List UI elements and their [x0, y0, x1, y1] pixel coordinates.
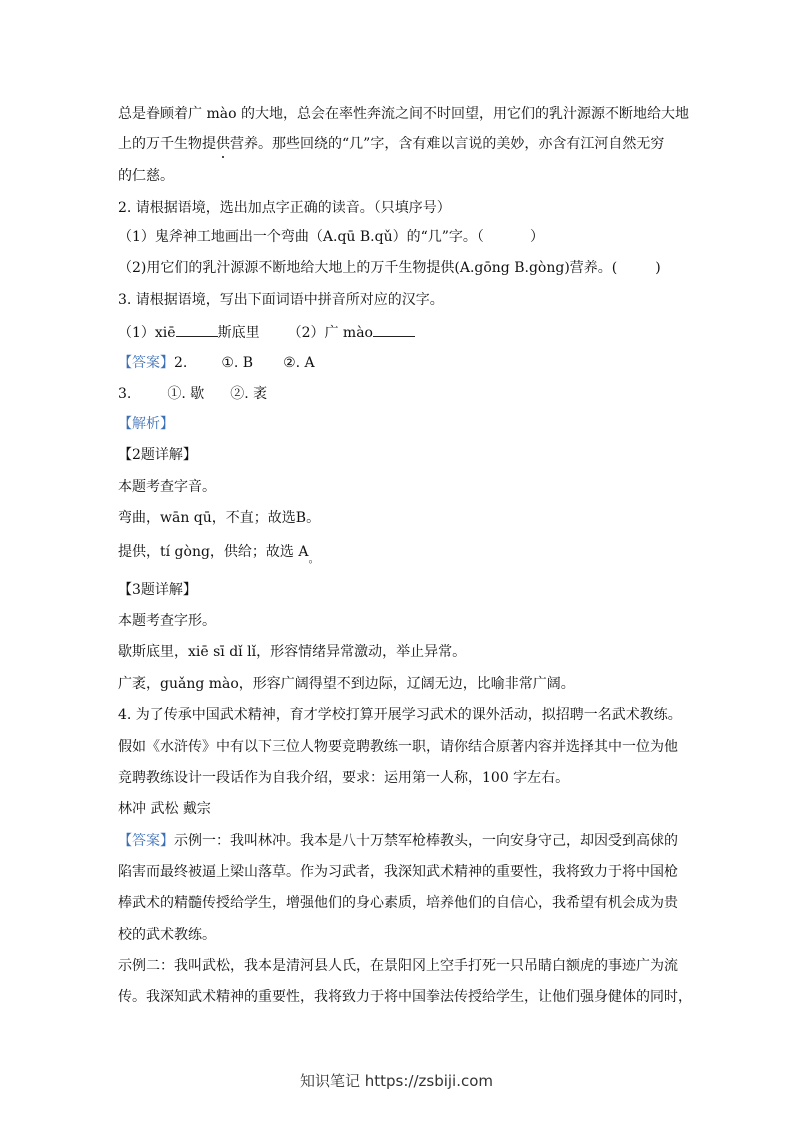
answer-line	[118, 384, 267, 404]
text-span: （2)用它们的乳汁源源不断地给大地上的万千生物提供(A.gōng B.gòng)营养。(	[118, 260, 618, 276]
question-2: 2. 请根据语境，选出加点字正确的读音。（只填序号）	[118, 200, 451, 216]
text-span: 提供，tí gòng，供给；故选 A	[118, 544, 309, 560]
text-line: 总是眷顾着广 mào 的大地，总会在率性奔流之间不时回望，用它们的乳汁源源不断地给大地	[118, 106, 689, 122]
text-span: ）	[529, 229, 544, 245]
question-3: 3. 请根据语境，写出下面词语中拼音所对应的汉字。	[118, 292, 444, 308]
answer-blank	[373, 322, 415, 337]
text-span: 斯底里	[217, 325, 260, 341]
text-line: 示例二：我叫武松，我本是清河县人氏，在景阳冈上空手打死一只吊睛白额虎的事迹广为流	[118, 958, 678, 974]
question-2-1	[118, 227, 544, 247]
question-3-items	[118, 322, 415, 343]
answer-line	[118, 353, 315, 373]
text-line: 传。我深知武术精神的重要性，我将致力于将中国拳法传授给学生，让他们强身健体的同时，	[118, 989, 692, 1005]
text-span: （2）广 mào	[287, 325, 373, 341]
text-line	[118, 134, 664, 154]
text-line: 歇斯底里，xiē sī dǐ lǐ，形容情绪异常激动，举止异常。	[118, 644, 467, 660]
text-line: 校的武术教练。	[118, 927, 216, 943]
answer-tag: 【答案】	[118, 355, 174, 371]
text-line: 棒武术的精髓传授给学生，增强他们的身心素质，培养他们的自信心，我希望有机会成为贵	[118, 895, 678, 911]
text-line	[118, 542, 319, 563]
text-span: 营养。那些回绕的“几”字，含有难以言说的美妙，亦含有江河自然无穷	[230, 136, 665, 152]
text-span: 。	[308, 552, 320, 565]
question-2-2	[118, 258, 661, 278]
answer-blank	[176, 322, 218, 337]
text-line: 本题考查字音。	[118, 479, 216, 495]
text-span: ②. A	[283, 355, 315, 371]
answer-line	[118, 831, 678, 851]
text-span: 3.	[118, 386, 132, 402]
text-span: ①. B	[221, 355, 254, 371]
page-footer: 知识笔记 https://zsbiji.com	[299, 1072, 494, 1090]
text-span: 示例一：我叫林冲。我本是八十万禁军枪棒教头，一向安身守己，却因受到高俅的	[174, 833, 678, 849]
text-line: 广袤，guǎng mào，形容广阔得望不到边际，辽阔无边，比喻非常广阔。	[118, 676, 575, 692]
text-span: 上的万千生物提	[118, 136, 216, 152]
detail-title: 【2题详解】	[118, 447, 197, 463]
dotted-char: 供	[216, 136, 230, 152]
text-line: 竞聘教练设计一段话作为自我介绍，要求：运用第一人称，100 字左右。	[118, 770, 570, 786]
text-line: 弯曲，wān qū，不直；故选B。	[118, 510, 321, 526]
analysis-tag: 【解析】	[118, 416, 174, 432]
text-line: 陷害而最终被逼上梁山落草。作为习武者，我深知武术精神的重要性，我将致力于将中国枪	[118, 864, 678, 880]
text-line: 假如《水浒传》中有以下三位人物要竞聘教练一职，请你结合原著内容并选择其中一位为他	[118, 739, 678, 755]
text-line: 的仁慈。	[118, 168, 174, 184]
text-line: 本题考查字形。	[118, 613, 216, 629]
detail-title: 【3题详解】	[118, 582, 197, 598]
text-span: ①. 歇	[167, 386, 205, 402]
question-4: 4. 为了传承中国武术精神，育才学校打算开展学习武术的课外活动，拟招聘一名武术教练。	[118, 707, 682, 723]
text-span: （1）xiē	[118, 325, 176, 341]
text-span: )	[655, 260, 661, 276]
character-names: 林冲 武松 戴宗	[118, 801, 211, 817]
text-span: 2.	[174, 355, 188, 371]
answer-tag: 【答案】	[118, 833, 174, 849]
text-span: （1）鬼斧神工地画出一个弯曲（A.qū B.qǔ）的“几”字。（	[118, 229, 484, 245]
text-span: ②. 袤	[230, 386, 268, 402]
